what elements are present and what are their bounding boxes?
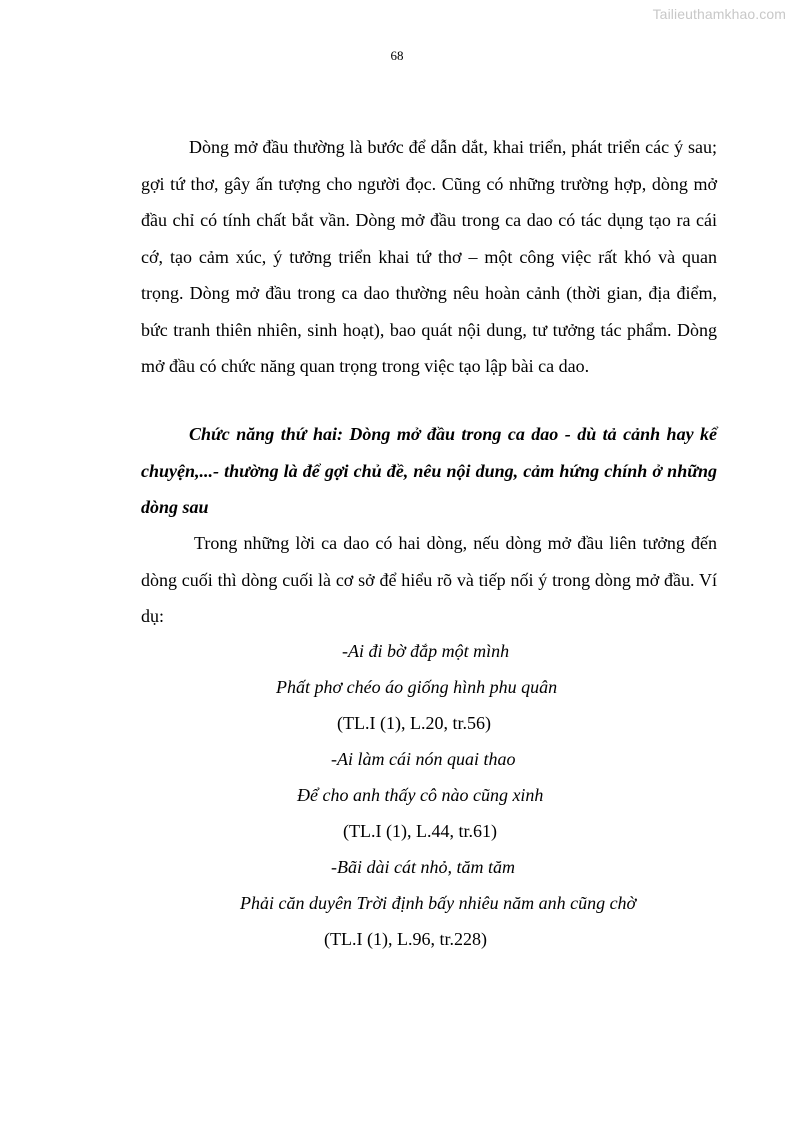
verse-line: -Bãi dài cát nhỏ, tăm tăm: [331, 857, 515, 877]
verse-line: Phải căn duyên Trời định bấy nhiêu năm anh cũng chờ: [240, 893, 637, 913]
watermark: Tailieuthamkhao.com: [652, 6, 786, 22]
verse-line: Phất phơ chéo áo giống hình phu quân: [276, 677, 558, 697]
page-number: 68: [390, 48, 404, 63]
verse-citation: (TL.I (1), L.96, tr.228): [324, 929, 487, 949]
paragraph-two-line-verse: Trong những lời ca dao có hai dòng, nếu dòng mở đầu liên tưởng đến dòng cuối thì dòng cuối là cơ sở để hiểu rõ và tiếp nối ý trong dòng mở đầu. Ví dụ:: [141, 533, 717, 626]
verse-line: -Ai làm cái nón quai thao: [331, 749, 516, 769]
verse-citation: (TL.I (1), L.20, tr.56): [337, 713, 491, 733]
paragraph-intro: Dòng mở đầu thường là bước để dẫn dắt, khai triển, phát triển các ý sau; gợi tứ thơ, gây ấn tượng cho người đọc. Cũng có những trường hợp, dòng mở đầu chỉ có tính chất bắt vần. Dòng mở đầu trong ca dao có tác dụng tạo ra cái cớ, tạo cảm xúc, ý tưởng triển khai tứ thơ – một công việc rất khó và quan trọng. Dòng mở đầu trong ca dao thường nêu hoàn cảnh (thời gian, địa điểm, bức tranh thiên nhiên, sinh hoạt), bao quát nội dung, tư tưởng tác phẩm. Dòng mở đầu có chức năng quan trọng trong việc tạo lập bài ca dao.: [141, 137, 717, 376]
verse-line: Để cho anh thấy cô nào cũng xinh: [297, 785, 544, 805]
paragraph-function-heading: Chức năng thứ hai: Dòng mở đầu trong ca dao - dù tả cảnh hay kể chuyện,...- thường là để gợi chủ đề, nêu nội dung, cảm hứng chính ở những dòng sau: [141, 424, 717, 517]
verse-line: -Ai đi bờ đắp một mình: [342, 641, 510, 661]
verse-citation: (TL.I (1), L.44, tr.61): [343, 821, 497, 841]
